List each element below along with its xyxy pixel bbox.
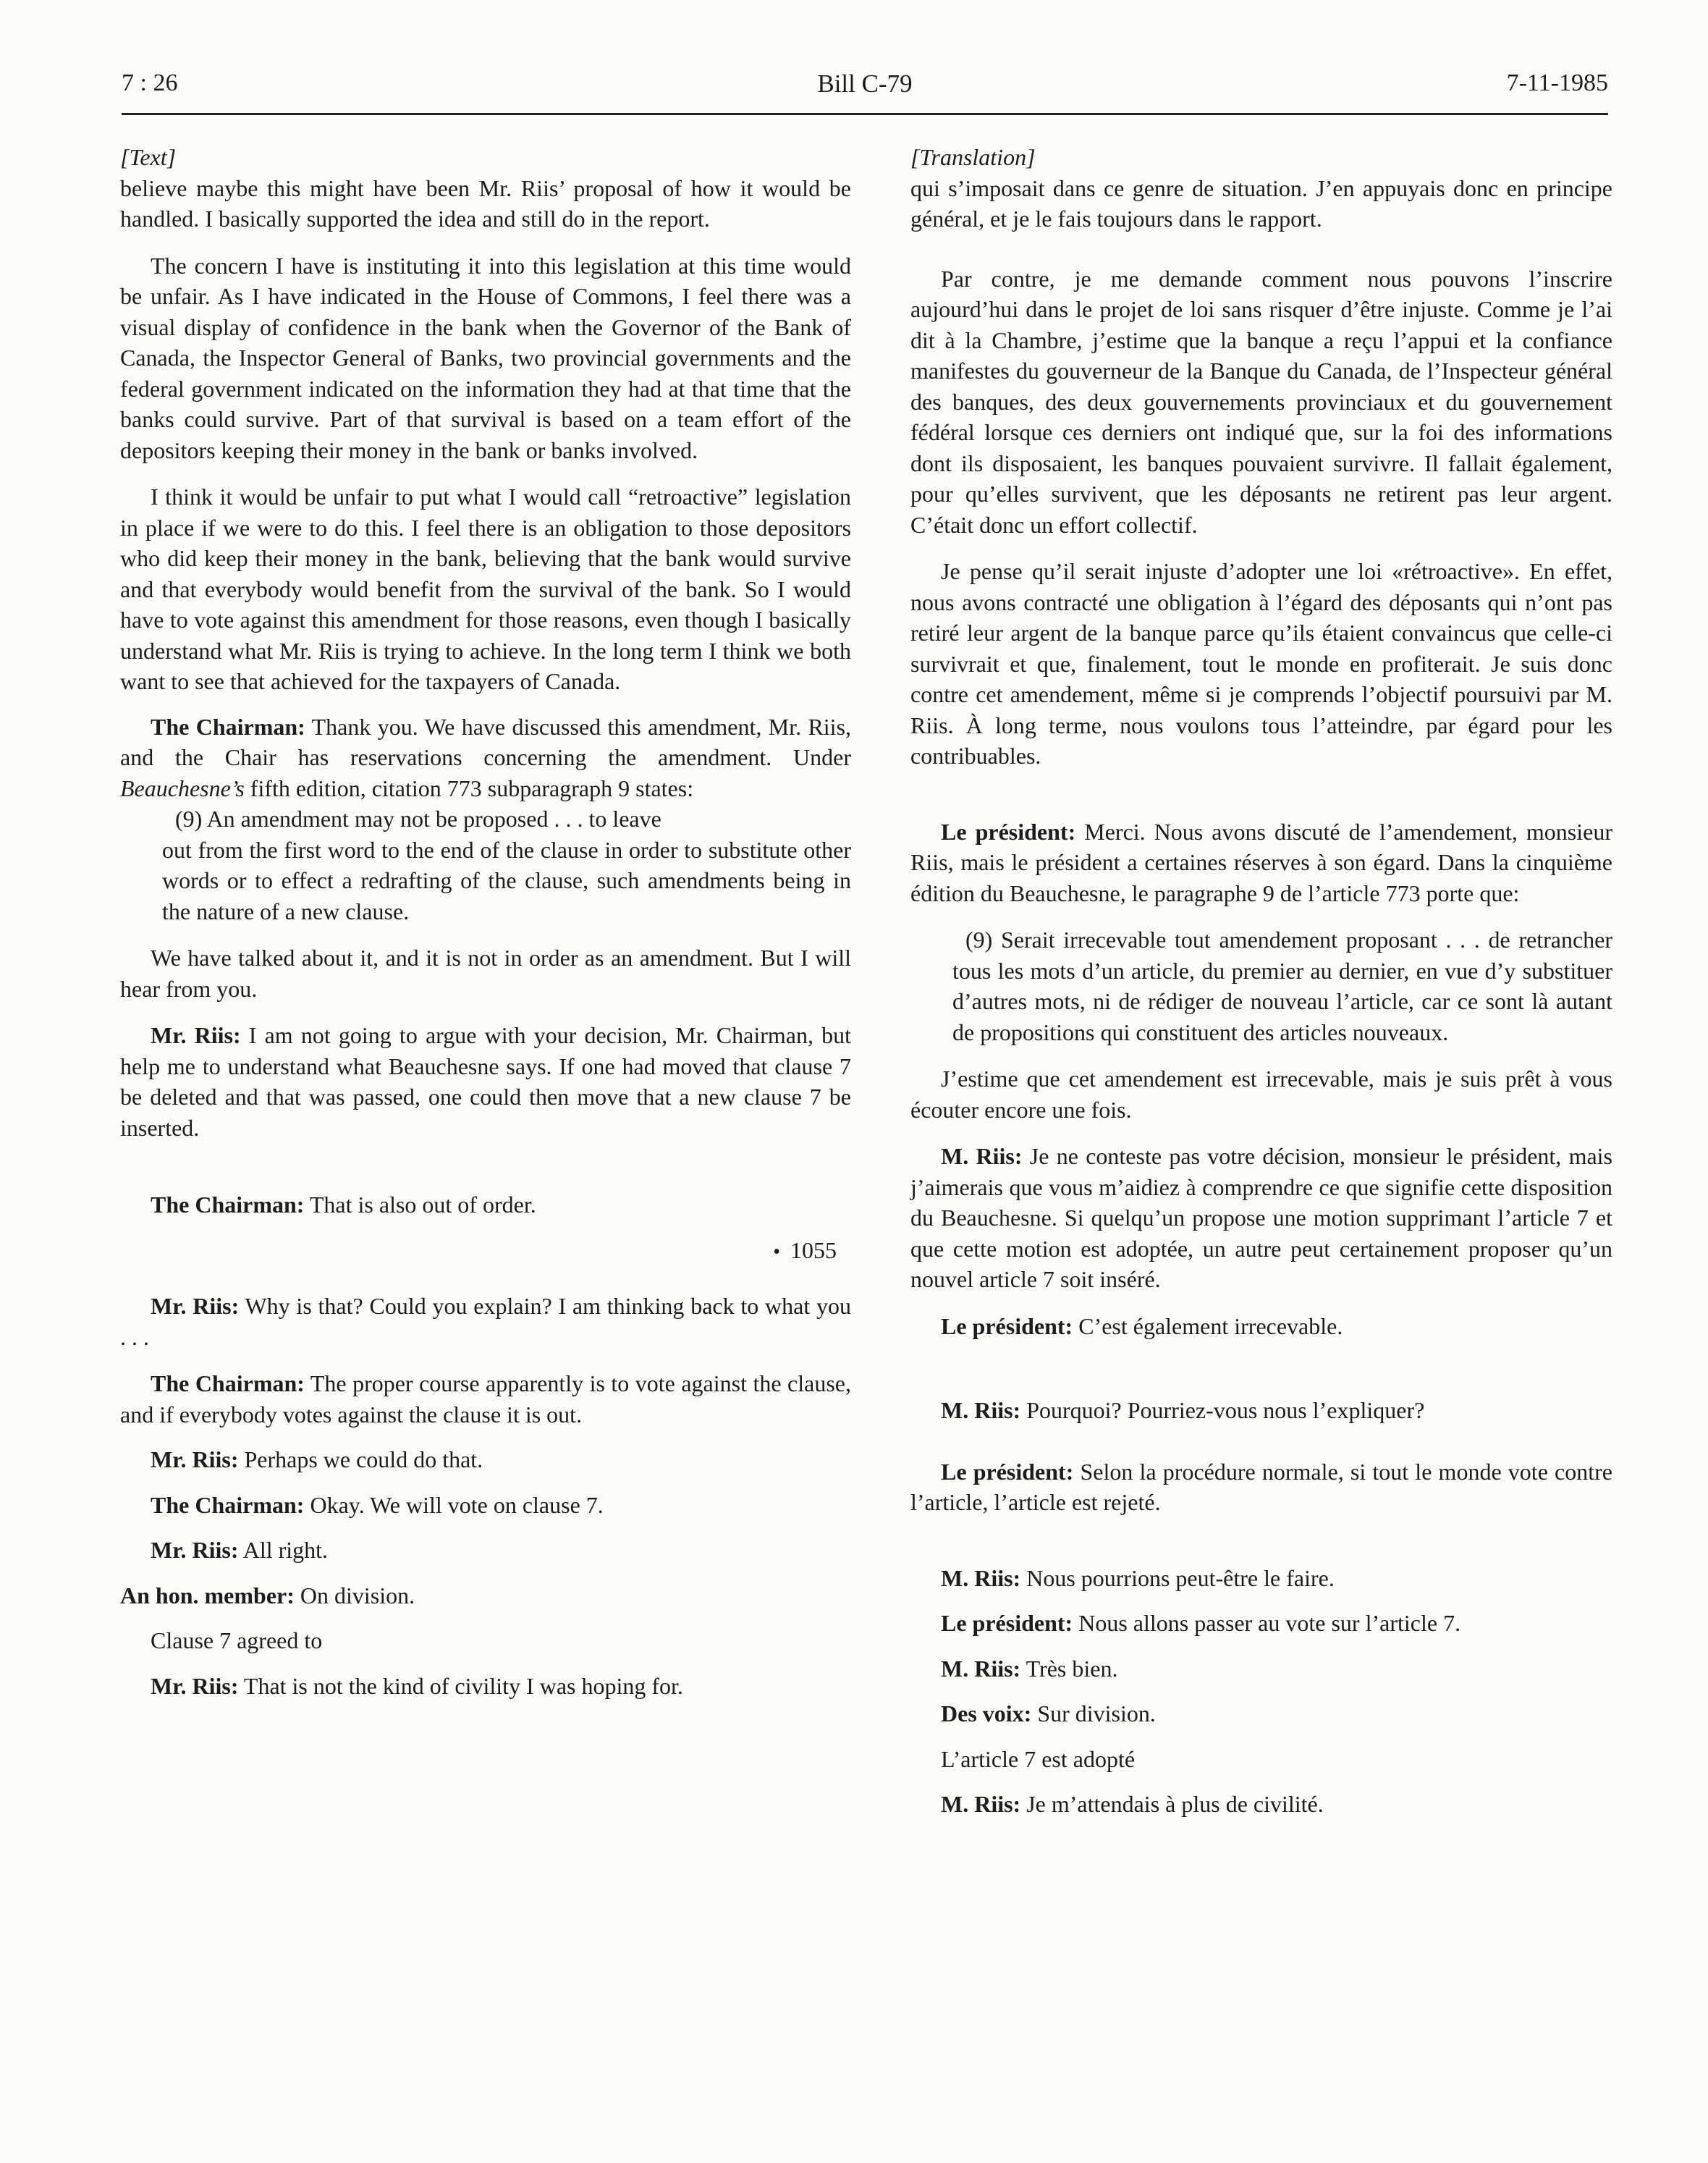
speech-text: That is not the kind of civility I was hoping for. [238,1672,683,1699]
time: 1055 [790,1236,837,1263]
speaker-name: M. Riis: [941,1655,1021,1682]
speaker-name: Mr. Riis: [151,1293,240,1319]
translation-marker: [Translation] [910,144,1036,170]
speaker-name: Des voix: [941,1700,1032,1726]
speech-text: That is also out of order. [304,1192,536,1218]
speech-riis [910,1395,1612,1426]
speech-text: Très bien. [1020,1655,1118,1682]
page-number: 7 : 26 [122,69,178,96]
quotation [952,924,1612,1047]
speaker-name: Le président: [941,1610,1073,1636]
speaker-name: Mr. Riis: [151,1672,239,1699]
speaker-name: The Chairman: [151,1491,305,1518]
speech-chairman [120,1490,851,1521]
speech-text: Nous allons passer au vote sur l’article 7. [1073,1610,1461,1636]
book-title: Beauchesne’s [120,775,245,801]
speech-president [910,817,1612,909]
speech-text: Why is that? Could you explain? I am thinking back to what you . . . [120,1293,852,1350]
speech-member [120,1580,851,1611]
speech-chairman [120,1189,851,1220]
speech-text: Pourquoi? Pourriez-vous nous l’expliquer? [1020,1397,1425,1423]
speech-text: fifth edition, citation 773 subparagraph 9 states: [244,775,694,801]
page-header [122,69,1608,115]
speech-text: Nous pourrions peut-être le faire. [1020,1564,1335,1591]
procedural-note: Clause 7 agreed to [151,1627,323,1653]
speech-riis [910,1563,1612,1594]
speech-riis [910,1141,1612,1295]
french-column [910,142,1612,1820]
paragraph: J’estime que cet amendement est irrecevable, mais je suis prêt à vous écouter encore une fois. [910,1066,1612,1123]
speaker-name: M. Riis: [941,1791,1021,1817]
speech-text: Sur division. [1031,1700,1156,1726]
speaker-name: The Chairman: [151,713,305,740]
quotation [162,804,851,927]
speech-text: The proper course apparently is to vote against the clause, and if everybody votes against the clause it is out. [120,1370,852,1428]
speaker-name: Mr. Riis: [151,1022,241,1048]
speaker-name: Le président: [941,818,1076,845]
paragraph: Par contre, je me demande comment nous pouvons l’inscrire aujourd’hui dans le projet de loi sans risquer d’être injuste. Comme je l’ai dit à la Chambre, j’estime que la banque a reçu l’appui et la confiance manifestes du gouverneur de la Banque du Canada, de l’Inspecteur général des banques, des deux gouvernements provinciaux et du gouvernement fédéral lorsque ces derniers ont indiqué que, sur la foi des informations dont ils disposaient, les banques pouvaient survivre. Il fallait également, pour qu’elles survivent, que les déposants ne retirent pas leur argent. C’était donc un effort collectif. [910,265,1612,538]
speech-text: Perhaps we could do that. [238,1446,483,1472]
speech-riis [120,1020,851,1143]
speech-text: Okay. We will vote on clause 7. [304,1491,604,1518]
paragraph: I think it would be unfair to put what I would call “retroactive” legislation in place if we were to do this. I feel there is an obligation to those depositors who did keep their money in the bank, believing that the bank would survive and that everybody would benefit from the survival of the bank. So I would have to vote against this amendment for those reasons, even though I basically understand what Mr. Riis is trying to achieve. In the long term I think we both want to see that achieved for the taxpayers of Canada. [120,484,851,694]
quotation-text: (9) Serait irrecevable tout amendement proposant . . . de retrancher tous les mots d’un article, du premier au dernier, en vue d’y substituer d’autres mots, ni de rédiger de nouveau l’article, car ce sont là autant de propositions qui constituent des articles nouveaux. [952,927,1612,1045]
speech-text: Selon la procédure normale, si tout le monde vote contre l’article, l’article est rejeté. [910,1458,1613,1515]
speech-text: C’est également irrecevable. [1073,1312,1343,1339]
speaker-name: M. Riis: [941,1143,1023,1169]
speech-president [910,1311,1612,1342]
speech-riis [910,1653,1612,1685]
speech-text: On division. [294,1582,415,1608]
quotation-line: (9) An amendment may not be proposed . . . to leave [175,806,661,832]
sitting-date: 7-11-1985 [1506,69,1608,96]
text-marker: [Text] [120,144,177,170]
paragraph: Je pense qu’il serait injuste d’adopter une loi «rétroactive». En effet, nous avons contracté une obligation à l’égard des déposants qui n’ont pas retiré leur argent de la banque parce qu’ils étaient convaincus que celle-ci survivrait et que, finalement, tout le monde en profiterait. Je suis donc contre cet amendement, même si je comprends l’objectif poursuivi par M. Riis. À long terme, nous voulons tous l’atteindre, par égard pour les contribuables. [910,558,1612,769]
bill-title: Bill C-79 [817,69,913,98]
paragraph: qui s’imposait dans ce genre de situation. J’en appuyais donc en principe général, et je le fais toujours dans le rapport. [910,174,1612,232]
speaker-name: M. Riis: [941,1397,1021,1423]
speech-chairman [120,712,851,804]
speech-riis [120,1291,851,1352]
speaker-name: Mr. Riis: [151,1537,239,1563]
speaker-name: Le président: [941,1458,1074,1485]
speech-text: Merci. Nous avons discuté de l’amendement, monsieur Riis, mais le président a certaines réserves à son égard. Dans la cinquième édition du Beauchesne, le paragraphe 9 de l’article 773 porte que: [910,818,1613,906]
speech-riis [120,1444,851,1475]
speech-text: All right. [238,1537,329,1563]
paragraph: The concern I have is instituting it into this legislation at this time would be unfair. As I have indicated in the House of Commons, I feel there was a visual display of confidence in the bank when the Governor of the Bank of Canada, the Inspector General of Banks, two provincial governments and the federal government indicated on the information they had at that time that the banks could survive. Part of that survival is based on a team effort of the depositors keeping their money in the bank or banks involved. [120,252,851,463]
speaker-name: The Chairman: [151,1192,305,1218]
speech-chairman [120,1368,851,1430]
speech-riis [120,1535,851,1566]
speaker-name: Mr. Riis: [151,1446,239,1472]
speech-riis [910,1789,1612,1820]
speech-text: Thank you. We have discussed this amendment, Mr. Riis, and the Chair has reservations concerning the amendment. Under [120,713,852,770]
english-column [120,142,851,1701]
speech-text: I am not going to argue with your decision, Mr. Chairman, but help me to understand what Beauchesne says. If one had moved that clause 7 be deleted and that was passed, one could then move that a new clause 7 be inserted. [120,1022,852,1141]
paragraph: believe maybe this might have been Mr. Riis’ proposal of how it would be handled. I basically supported the idea and still do in the report. [120,174,851,232]
speaker-name: The Chairman: [151,1370,305,1396]
paragraph: We have talked about it, and it is not in order as an amendment. But I will hear from you. [120,945,851,1002]
speech-text: Je ne conteste pas votre décision, monsieur le président, mais j’aimerais que vous m’aidiez à comprendre ce que signifie cette disposition du Beauchesne. Si quelqu’un propose une motion supprimant l’article 7 et que cette motion est adoptée, un autre peut certainement proposer qu’un nouvel article 7 soit inséré. [910,1143,1613,1292]
procedural-note: L’article 7 est adopté [941,1745,1136,1772]
speech-text: Je m’attendais à plus de civilité. [1020,1791,1324,1817]
speech-president [910,1456,1612,1518]
bullet-icon: • [773,1240,780,1263]
speaker-name: M. Riis: [941,1564,1021,1591]
quotation-text: out from the first word to the end of the clause in order to substitute other words or to effect a redrafting of the clause, such amendments being in the nature of a new clause. [162,836,851,924]
speaker-name: An hon. member: [120,1582,295,1608]
speech-voices [910,1698,1612,1729]
speech-president [910,1608,1612,1639]
timestamp [120,1235,851,1268]
speaker-name: Le président: [941,1312,1073,1339]
speech-riis [120,1671,851,1702]
